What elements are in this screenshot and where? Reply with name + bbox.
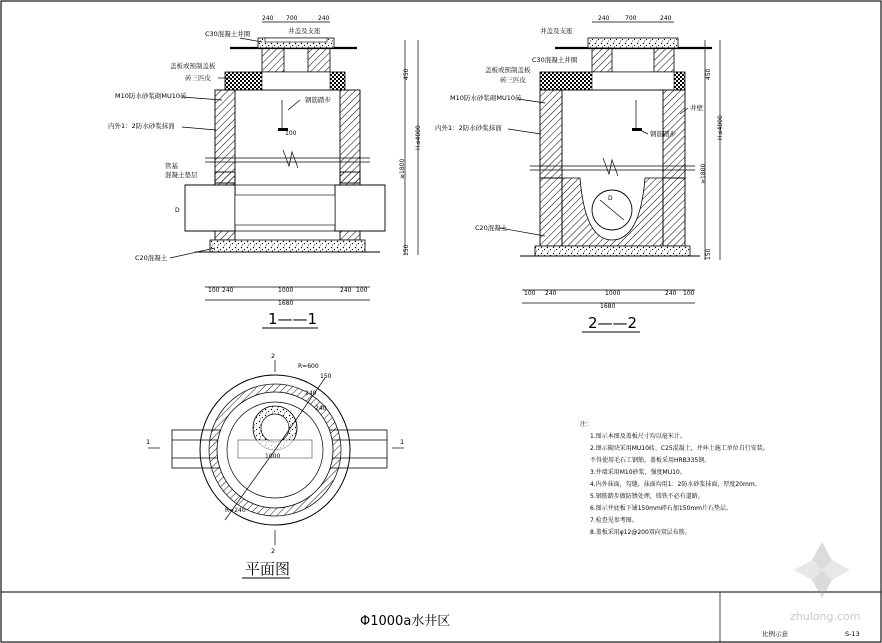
s2-label-side: 井壁 [690,104,703,112]
s1-dim-inner: 100 [285,130,297,137]
section-1-1 [108,15,422,328]
s2-dim-bottom-total: 1680 [600,303,616,310]
note-item: 5.钢筋踏步做防锈处理，铸铁不必有道路。 [590,493,704,500]
plan-r-d: 1000 [265,453,281,460]
note-item: 1.图示本图及盖板尺寸均以毫米计。 [590,433,686,440]
s1-label-pipe-fill: 管基 [165,162,178,170]
plan-r-e: R=240 [225,507,246,514]
notes-block [580,420,769,536]
plan-r-a: 150 [320,373,332,380]
s1-dim-vert-c: 150 [403,244,410,256]
s2-dim-vert-c: 150 [705,248,712,260]
plan-marker-2-bottom: 2 [271,547,276,555]
s2-label-top-cover: C30混凝土井圈 [532,56,578,64]
s1-dim-bottom-c: 1000 [278,287,294,294]
note-item: 8.盖板采用φ12@200双向双层布筋。 [590,529,691,536]
s2-label-cover: 井盖及支座 [540,27,573,35]
s1-dim-bottom-total: 1680 [278,300,294,307]
s2-label-brick-wall: M10防水砂浆砌MU10砖 [450,94,522,102]
s2-label-pressure: 砖三匹皮 [500,76,526,84]
s1-caption: 1——1 [268,310,318,328]
note-item: 2.图示砌块采用MU10砖、C25混凝土，并环土施工单位自行安装。 [590,445,769,452]
s2-dim-bottom-a: 100 [524,290,536,297]
s1-dim-bottom-e: 100 [356,287,368,294]
s2-dim-bottom-b: 240 [545,290,557,297]
note-item: 3.井墙采用M10砂浆，强度MU10。 [590,469,686,476]
s1-label-cover: 井盖及支座 [288,27,321,35]
s1-label-step: 钢筋踏步 [305,96,331,104]
s2-pipe-d: D [608,195,613,202]
plan-r-outer: R=600 [298,363,319,370]
s2-dim-top-c: 240 [660,15,672,22]
note-item: 6.图示井底板下铺150mm碎石加150mm片石垫层。 [590,505,733,512]
s1-pipe-d: D [175,207,180,214]
s2-label-plaster-outer: 盖板或预制盖板 [485,66,531,74]
s1-label-cushion: 混凝土垫层 [165,171,198,179]
s2-dim-bottom-e: 100 [683,290,695,297]
s2-label-plaster-ring: 内外1：2防水砂浆抹面 [435,124,502,132]
plan-marker-1-left: 1 [146,438,151,446]
s1-label-base: C20混凝土 [135,254,168,262]
section-2-2 [435,15,724,332]
s1-label-brick-wall: M10防水砂浆砌MU10砖 [115,92,187,100]
plan-marker-2-top: 2 [271,352,276,360]
watermark-logo [794,542,850,598]
plan-view [146,352,404,578]
plan-marker-1-right: 1 [400,438,405,446]
s1-dim-top-a: 240 [262,15,274,22]
s2-dim-top-a: 240 [598,15,610,22]
note-item: 7.检查见参考图。 [590,517,638,524]
sheet-number: S-13 [845,630,860,638]
note-item: 4.内外抹面，勾缝，抹面均用1：2防水砂浆抹面，厚度20mm。 [590,481,761,488]
s2-dim-bottom-c: 1000 [605,290,621,297]
watermark-text: zhulong.com [790,610,861,623]
s2-dim-vert-a: 450 [705,68,712,80]
s1-dim-vert-a: 450 [403,68,410,80]
s2-dim-vert-b: ≥1800 [700,163,707,184]
note-item: 不得使用毛石工钢筋，盖板采用HRB335钢。 [590,457,711,464]
s1-dim-bottom-a: 100 [208,287,220,294]
sheet-title: Φ1000a水井区 [360,614,451,629]
s1-dim-top-b: 700 [286,15,298,22]
s2-dim-top-b: 700 [625,15,637,22]
plan-r-b: 240 [305,390,317,397]
plan-r-c: 240 [315,405,327,412]
s1-label-plaster-ring: 内外1：2防水砂浆抹面 [108,122,175,130]
s2-caption: 2——2 [588,314,638,332]
s2-label-base: C20混凝土 [475,224,508,232]
s1-dim-vert-total: H≤4000 [415,125,422,150]
s2-label-step: 钢筋踏步 [650,130,676,138]
s1-dim-top-c: 240 [318,15,330,22]
s1-label-plaster-outer: 盖板或预制盖板 [170,62,216,70]
s2-dim-bottom-d: 240 [665,290,677,297]
s1-dim-vert-b: ≥1800 [399,158,406,179]
s1-dim-bottom-b: 240 [222,287,234,294]
notes-heading: 注： [580,421,593,428]
plan-caption: 平面图 [245,560,291,578]
s1-label-top-cover: C30混凝土井圈 [205,30,251,38]
scale-label: 比例示意 [762,630,788,638]
s2-dim-vert-total: H≤4000 [717,115,724,140]
s1-label-pressure: 砖三匹皮 [185,74,211,82]
s1-dim-bottom-d: 240 [340,287,352,294]
